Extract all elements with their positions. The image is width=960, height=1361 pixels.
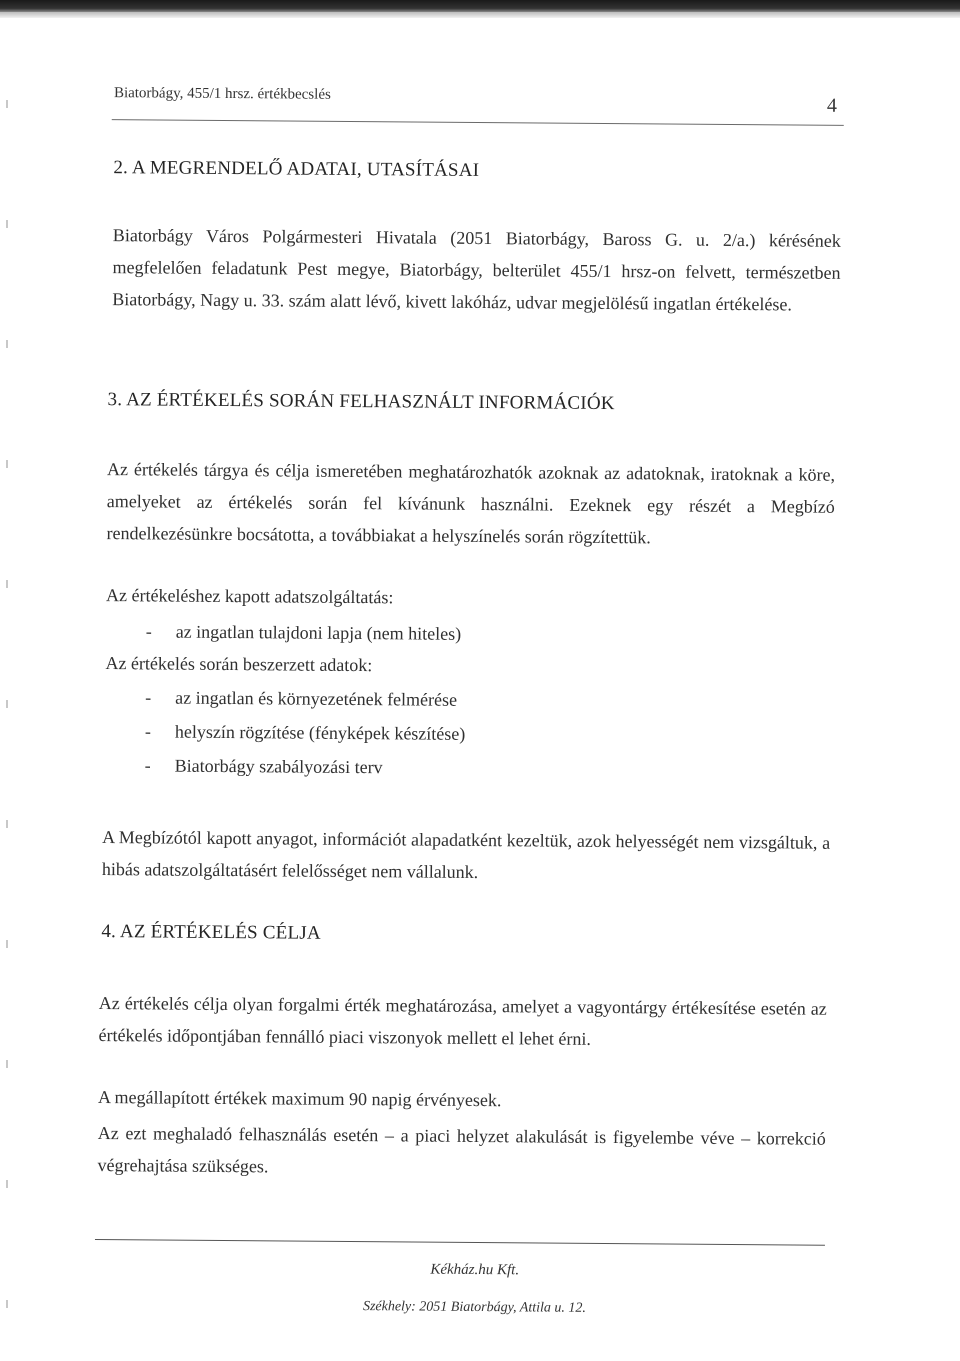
section-2-paragraph: Biatorbágy Város Polgármesteri Hivatala (2051 Biatorbágy, Baross G. u. 2/a.) kérésének megfelelően feladatunk Pest megye, Biatorbágy, belterület 455/1 hrsz-on felvett, természetben Biatorbágy, Nagy u. 33. szám alatt lévő, kivett lakóház, udvar megjelölésű ingatlan értékelése. — [112, 225, 841, 315]
page-number: 4 — [826, 94, 837, 117]
received-data-label: Az értékeléshez kapott adatszolgáltatás: — [105, 585, 394, 608]
section-4-heading: 4. AZ ÉRTÉKELÉS CÉLJA — [101, 921, 321, 944]
received-item: - az ingatlan tulajdoni lapja (nem hiteles) — [145, 621, 462, 644]
section-2-heading: 2. A MEGRENDELŐ ADATAI, UTASÍTÁSAI — [113, 157, 480, 181]
header-rule — [112, 119, 844, 126]
received-item-text: az ingatlan tulajdoni lapja (nem hiteles) — [175, 621, 462, 644]
collected-item-text: az ingatlan és környezetének felmérése — [175, 687, 458, 710]
collected-item-text: Biatorbágy szabályozási terv — [174, 755, 383, 778]
section-3-paragraph-1: Az értékelés tárgya és célja ismeretében meghatározhatók azoknak az adatoknak, iratoknak a köre, amelyeket az értékelés során fel kívánunk használni. Ezeknek egy részét a Megbízó rendelkezésünkre bocsátotta, a továbbiakat a helyszínelés során rögzítettük. — [106, 459, 836, 548]
validity-statement: A megállapított értékek maximum 90 napig érvényesek. — [98, 1087, 502, 1111]
collected-item: - Biatorbágy szabályozási terv — [144, 755, 383, 778]
running-header: Biatorbágy, 455/1 hrsz. értékbecslés — [113, 85, 331, 103]
section-3-paragraph-2: A Megbízótól kapott anyagot, információt alapadatként kezeltük, azok helyességét nem vizsgáltuk, a hibás adatszolgáltatásért felelősséget nem vállalunk. — [101, 827, 831, 882]
collected-data-label: Az értékelés során beszerzett adatok: — [105, 653, 373, 676]
footer-rule — [95, 1239, 825, 1246]
collected-item-text: helyszín rögzítése (fényképek készítése) — [174, 721, 466, 744]
section-3-heading: 3. AZ ÉRTÉKELÉS SORÁN FELHASZNÁLT INFORMÁCIÓK — [107, 389, 615, 415]
collected-item: - helyszín rögzítése (fényképek készítése) — [144, 721, 466, 744]
section-4-paragraph-2: Az ezt meghaladó felhasználás esetén – a piaci helyzet alakulását is figyelembe véve – korrekció végrehajtása szükséges. — [97, 1123, 826, 1177]
collected-item: - az ingatlan és környezetének felmérése — [145, 687, 458, 710]
section-4-paragraph-1: Az értékelés célja olyan forgalmi érték meghatározása, amelyet a vagyontárgy értékesítése esetén az értékelés időpontjában fennálló piaci viszonyok mellett el lehet érni. — [98, 993, 827, 1049]
footer-address: Székhely: 2051 Biatorbágy, Attila u. 12. — [362, 1299, 586, 1316]
footer-company: Kékház.hu Kft. — [430, 1261, 520, 1279]
